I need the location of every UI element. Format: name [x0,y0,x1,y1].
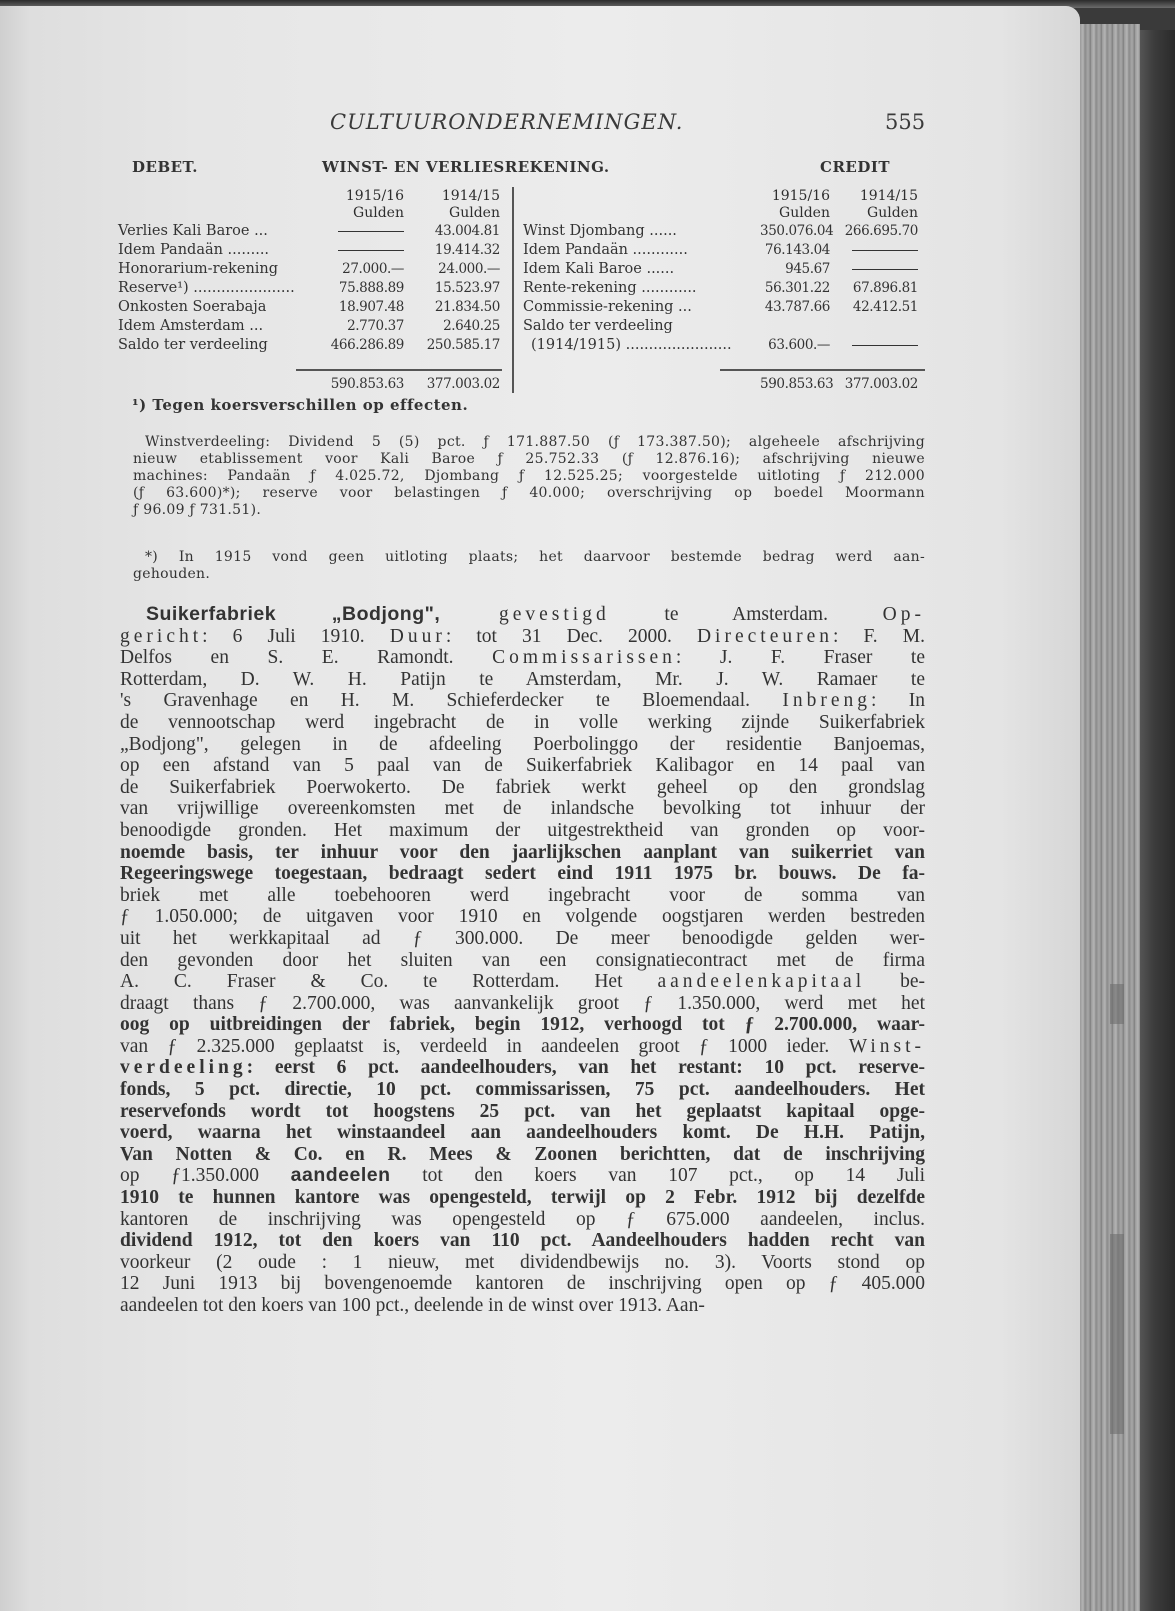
text-run: gericht [120,625,203,647]
debet-total-1916: 590.853.63 [330,376,404,392]
text-run: van ƒ 2.325.000 geplaatst is, verdeeld in aandeelen groot ƒ 1000 ieder. [120,1035,849,1057]
text-run: de Suikerfabriek Poerwokerto. De fabriek werkt geheel op den grondslag [120,776,925,798]
description-line [120,777,925,799]
text-run: Commissarissen [492,647,676,669]
debet-row [118,317,500,336]
text-run: den gevonden door het sluiten van een consignatiecontract met de firma [120,949,925,971]
credit-row [523,241,830,260]
text-run: : J. F. Fraser te [675,647,926,669]
text-run: te Amsterdam. [609,604,883,625]
credit-col-year-1: 1915/16 [771,188,830,204]
credit-label: CREDIT [820,158,891,176]
thumb-tab [1110,1234,1124,1434]
credit-row-value-1916: 76.143.04 [764,242,830,258]
text-run: : eerst 6 pct. aandeelhouders, van het restant: 10 pct. reserve- [246,1057,925,1079]
credit-row-value-1916: 945.67 [785,261,830,277]
text-run: dividend 1912, tot den koers van 110 pct. Aandeelhouders hadden recht van [120,1230,925,1252]
credit-row-label: Idem Kali Baroe ...... [523,261,675,277]
debet-col-year-1: 1915/16 [345,188,404,204]
description-line [120,604,925,626]
credit-row-label: Commissie-rekening ... [523,299,692,315]
text-run: Inbreng [782,690,871,712]
text-run: : F. M. [833,625,925,647]
description-line [120,1230,925,1252]
description-line [120,863,925,885]
description-line [120,1273,925,1295]
winstverdeeling-line: Winstverdeeling: Dividend 5 (5) pct. ƒ 171.887.50 (ƒ 173.387.50); algeheele afschrijving [145,434,925,450]
book-page [0,6,1080,1611]
credit-row [523,317,673,336]
debet-col-unit-1: Gulden [353,205,404,221]
text-run: Delfos en S. E. Ramondt. [120,647,493,669]
description-line [120,1122,925,1144]
text-run: : tot 31 Dec. 2000. [445,625,697,647]
credit-row-value-1916: 350.076.04 [760,223,834,239]
credit-col-unit-1: Gulden [779,205,830,221]
text-run: ƒ 1.050.000; de uitgaven voor 1910 en volgende oogstjaren werden bestreden [120,906,925,928]
credit-row [523,279,918,298]
account-footnote: ¹) Tegen koersverschillen op effecten. [132,396,469,414]
description-line [120,971,925,993]
thumb-tab [1110,984,1124,1024]
credit-row-value-1916: 56.301.22 [764,280,830,296]
debet-row-label: Honorarium-rekening [118,261,279,277]
description-line [120,690,925,712]
description-line [120,928,925,950]
text-run: fonds, 5 pct. directie, 10 pct. commissarissen, 75 pct. aandeelhouders. Het [120,1079,925,1101]
star-footnote-line: gehouden. [133,566,211,582]
text-run: Winst- [848,1035,925,1057]
description-line [120,647,925,669]
credit-row-value-1915: 42.412.51 [852,299,918,315]
text-run: benoodigde gronden. Het maximum der uitgestrektheid van gronden op voor- [120,819,925,841]
company-name: Suikerfabriek „Bodjong", [146,603,441,625]
debet-row-value-1916: 18.907.48 [338,299,404,315]
description-line [120,1101,925,1123]
credit-total-1915: 377.003.02 [844,376,918,392]
text-run: verdeeling [120,1057,247,1079]
description-line [120,669,925,691]
credit-row [523,260,830,279]
debet-row-label: Verlies Kali Baroe ... [118,223,268,239]
debet-row-value-1916: 75.888.89 [338,280,404,296]
debet-row-label: Reserve¹) ...................... [118,280,295,296]
text-run: gevestigd [440,604,610,625]
debet-row-label: Idem Pandaän ......... [118,242,270,258]
debet-row [118,241,500,260]
credit-row-label: (1914/1915) ....................... [531,337,732,353]
description-line [120,1295,925,1317]
text-run: be- [865,971,925,993]
description-line [120,1252,925,1274]
text-run: op een afstand van 5 paal van de Suikerfabriek Kalibagor en 14 paal van [120,755,925,777]
text-run: voorkeur (2 oude : 1 nieuw, met dividendbewijs no. 3). Voorts stond op [120,1251,925,1273]
text-run: draagt thans ƒ 2.700.000, was aanvankelijk groot ƒ 1.350.000, werd met het [120,992,925,1014]
debet-row [118,279,500,298]
text-run: de vennootschap werd ingebracht de in volle werking zijnde Suikerfabriek [120,711,925,733]
text-run: Duur [389,625,446,647]
debet-row-value-1915: 21.834.50 [434,299,500,315]
description-line [120,798,925,820]
text-run: Op- [882,604,925,625]
debet-total-1915: 377.003.02 [426,376,500,392]
description-line [120,950,925,972]
page-stack-edge [1080,24,1140,1611]
debet-label: DEBET. [132,158,199,176]
text-run: oog op uitbreidingen der fabriek, begin 1912, verhoogd tot ƒ 2.700.000, waar- [120,1014,925,1036]
text-run: „Bodjong", gelegen in de afdeeling Poerbolinggo der residentie Banjoemas, [120,733,925,755]
running-head: CULTUURONDERNEMINGEN. [330,110,684,134]
text-run: briek met alle toebehooren werd ingebracht voor de somma van [120,884,925,906]
credit-row-label: Winst Djombang ...... [523,223,677,239]
debet-row-value-1915: 19.414.32 [434,242,500,258]
description-line [120,993,925,1015]
debet-row [118,298,500,317]
text-run: A. C. Fraser & Co. te Rotterdam. Het [120,971,658,993]
book-cover-edge [1140,30,1175,1611]
text-run: aandeelen tot den koers van 100 pct., deelende in de winst over 1913. Aan- [120,1295,705,1316]
text-run: : In [870,690,925,712]
credit-row-value-1915: 67.896.81 [852,280,918,296]
text-run: Directeuren [696,625,833,647]
debet-row-value-1915: 250.585.17 [426,337,500,353]
credit-col-unit-2: Gulden [867,205,918,221]
credit-row-label: Saldo ter verdeeling [523,318,673,334]
credit-row-value-1915: 266.695.70 [844,223,918,239]
credit-row-label: Idem Pandaän ............ [523,242,688,258]
account-divider [512,187,514,393]
description-line [120,820,925,842]
debet-row [118,222,500,241]
account-title: WINST- EN VERLIESREKENING. [322,158,610,176]
text-run: tot den koers van 107 pct., op 14 Juli [390,1165,925,1187]
credit-col-year-2: 1914/15 [859,188,918,204]
text-run: noemde basis, ter inhuur voor den jaarlijkschen aanplant van suikerriet van [120,841,925,863]
star-footnote-line: *) In 1915 vond geen uitloting plaats; het daarvoor bestemde bedrag werd aan- [145,549,925,565]
credit-row-value-1915 [842,241,918,260]
text-run: 's Gravenhage en H. M. Schieferdecker te Bloemendaal. [120,690,783,712]
credit-row-label: Rente-rekening ............ [523,280,697,296]
description-line [120,1079,925,1101]
text-run: Rotterdam, D. W. H. Patijn te Amsterdam, Mr. J. W. Ramaer te [120,668,925,690]
credit-row-value-1916: 63.600.— [768,337,830,353]
debet-row-value-1915: 24.000.— [438,261,500,277]
credit-row-value-1915 [842,336,918,355]
debet-row-label: Saldo ter verdeeling [118,337,268,353]
description-line [120,885,925,907]
text-run: : 6 Juli 1910. [202,625,390,647]
winstverdeeling-line: machines: Pandaän ƒ 4.025.72, Djombang ƒ 12.525.25; voorgestelde uitloting ƒ 212.000 [133,468,925,484]
debet-row-value-1915: 15.523.97 [434,280,500,296]
debet-col-year-2: 1914/15 [441,188,500,204]
credit-total-rule [720,369,925,371]
debet-row-value-1916: 27.000.— [342,261,404,277]
debet-row-label: Idem Amsterdam ... [118,318,264,334]
debet-row [118,260,500,279]
description-line [120,1057,925,1079]
debet-total-rule [296,369,502,371]
text-run: Regeeringswege toegestaan, bedraagt sedert eind 1911 1975 br. bouws. De fa- [120,863,925,885]
description-line [120,734,925,756]
text-run: reservefonds wordt tot hoogstens 25 pct. van het geplaatst kapitaal opge- [120,1100,925,1122]
text-run: 12 Juni 1913 bij bovengenoemde kantoren de inschrijving open op ƒ 405.000 [120,1273,925,1295]
text-run: voerd, waarna het winstaandeel aan aandeelhouders komt. De H.H. Patijn, [120,1122,925,1144]
debet-row-value-1916: 2.770.37 [347,318,404,334]
credit-row [523,298,918,317]
debet-row-value-1915: 43.004.81 [434,223,500,239]
winstverdeeling-line: ƒ 96.09 ƒ 731.51). [133,502,262,518]
text-run: uit het werkkapitaal ad ƒ 300.000. De meer benoodigde gelden wer- [120,927,925,949]
page-number: 555 [885,110,926,134]
description-line [120,1014,925,1036]
text-run: aandeelenkapitaal [657,971,866,993]
description-line [120,842,925,864]
description-line [120,712,925,734]
description-line [120,755,925,777]
credit-row-value-1916: 43.787.66 [764,299,830,315]
description-line [120,1187,925,1209]
description-line [120,1036,925,1058]
winstverdeeling-paragraph [133,434,925,519]
debet-row [118,336,500,355]
debet-row-value-1915: 2.640.25 [443,318,500,334]
description-line [120,1165,925,1187]
description-line [120,1144,925,1166]
description-line [120,626,925,648]
debet-row-value-1916 [330,222,404,241]
star-footnote [133,549,925,583]
debet-col-unit-2: Gulden [449,205,500,221]
description-line [120,1209,925,1231]
debet-row-value-1916 [330,241,404,260]
company-name: aandeelen [290,1164,391,1187]
text-run: op ƒ1.350.000 [120,1165,291,1187]
winstverdeeling-line: (ƒ 63.600)*); reserve voor belastingen ƒ 40.000; overschrijving op boedel Moormann [133,485,925,501]
credit-row [531,336,830,355]
winstverdeeling-line: nieuw etablissement voor Kali Baroe ƒ 25.752.33 (ƒ 12.876.16); afschrijving nieuwe [133,451,925,467]
text-run: kantoren de inschrijving was opengesteld op ƒ 675.000 aandeelen, inclus. [120,1208,925,1230]
credit-row-value-1915 [842,260,918,279]
text-run: van vrijwillige overeenkomsten met de inlandsche bevolking tot inhuur der [120,798,925,820]
credit-total-1916: 590.853.63 [760,376,834,392]
description-line [120,906,925,928]
debet-row-label: Onkosten Soerabaja [118,299,267,315]
credit-row [523,222,918,241]
debet-row-value-1916: 466.286.89 [330,337,404,353]
text-run: 1910 te hunnen kantore was opengesteld, terwijl op 2 Febr. 1912 bij dezelfde [120,1187,925,1209]
text-run: Van Notten & Co. en R. Mees & Zoonen berichtten, dat de inschrijving [120,1143,925,1165]
company-description [120,604,925,1317]
